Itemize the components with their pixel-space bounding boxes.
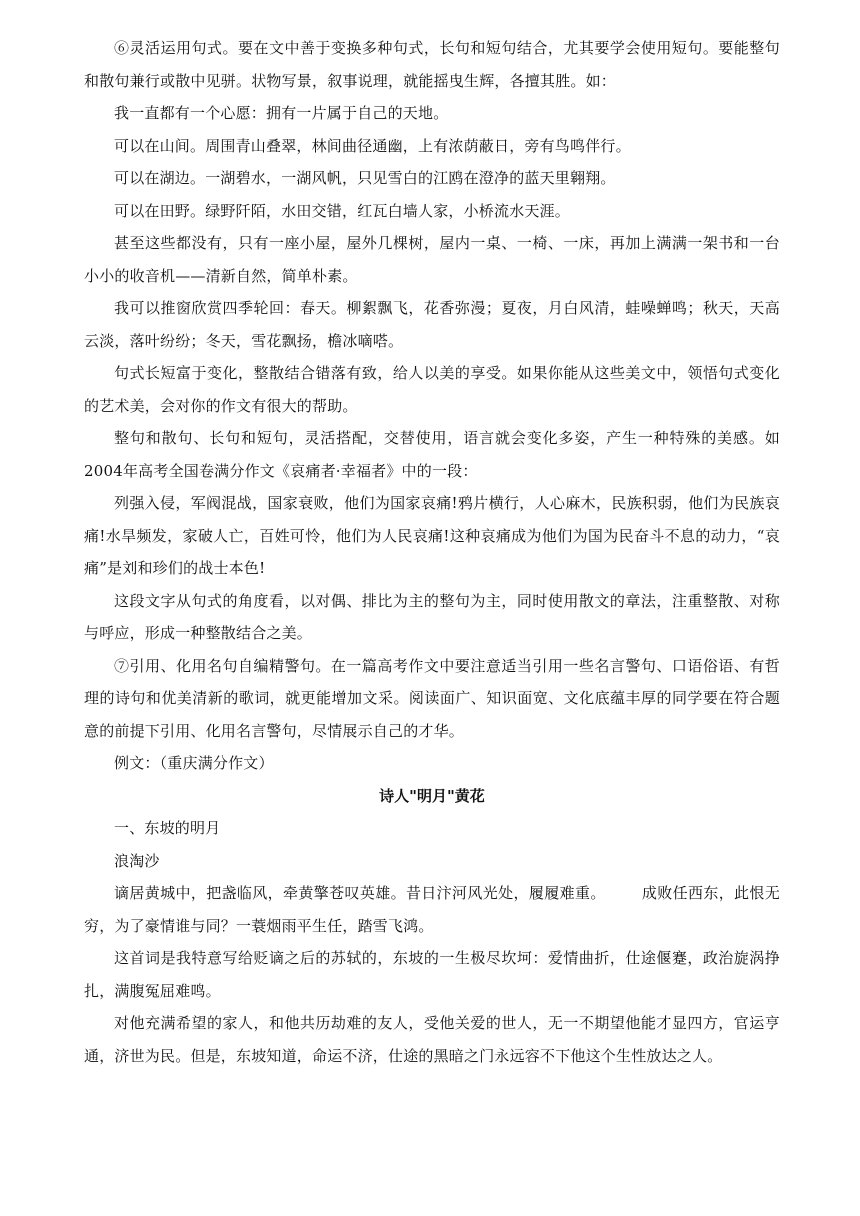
paragraph-mountain: 可以在山间。周围青山叠翠，林间曲径通幽，上有浓荫蔽日，旁有鸟鸣伴行。 <box>114 136 631 155</box>
document-page <box>84 32 780 1072</box>
essay-title: 诗人"明月"黄花 <box>379 786 485 805</box>
paragraph-sentence-variation: ⑥灵活运用句式。要在文中善于变换多种句式，长句和短句结合，尤其要学会使用短句。要能整句和散句兼行或散中见骈。状物写景，叙事说理，就能摇曳生辉，各擅其胜。如： <box>84 39 780 90</box>
poem-second-stanza: 成败任西东，此恨无穷，为了豪情谁与同？一蓑烟雨平生任，踏雪飞鸿。 <box>84 884 780 935</box>
paragraph-field: 可以在田野。绿野阡陌，水田交错，红瓦白墙人家，小桥流水天涯。 <box>114 201 571 220</box>
poem-first-stanza: 谪居黄城中，把盏临风，牵黄擎苍叹英雄。昔日汴河风光处，履履难重。 <box>114 884 606 902</box>
poem-title: 浪淘沙 <box>114 851 160 870</box>
paragraph-su-shi: 这首词是我特意写给贬谪之后的苏轼的，东坡的一生极尽坎坷：爱情曲折，仕途偃蹇，政治旋涡挣扎，满腹冤屈难鸣。 <box>84 949 780 1000</box>
paragraph-wish: 我一直都有一个心愿：拥有一片属于自己的天地。 <box>114 104 449 122</box>
paragraph-seasons: 我可以推窗欣赏四季轮回：春天。柳絮飘飞，花香弥漫；夏夜，月白风清，蛙噪蝉鸣；秋天，天高云淡，落叶纷纷；冬天，雪花飘扬，檐冰嘀嗒。 <box>84 299 780 350</box>
paragraph-fate: 对他充满希望的家人，和他共历劫难的友人，受他关爱的世人，无一不期望他能才显四方，官运亨通，济世为民。但是，东坡知道，命运不济，仕途的黑暗之门永远容不下他这个生性放达之人。 <box>84 1014 780 1065</box>
paragraph-analysis: 这段文字从句式的角度看，以对偶、排比为主的整句为主，同时使用散文的章法，注重整散、对称与呼应，形成一种整散结合之美。 <box>84 591 780 642</box>
poem-text <box>84 877 780 942</box>
paragraph-lake: 可以在湖边。一湖碧水，一湖风帆，只见雪白的江鸥在澄净的蓝天里翱翔。 <box>114 169 616 187</box>
paragraph-parallel-sentences: 整句和散句、长句和短句，灵活搭配，交替使用，语言就会变化多姿，产生一种特殊的美感。如2004年高考全国卷满分作文《哀痛者·幸福者》中的一段： <box>84 429 780 480</box>
paragraph-example-label: 例文：（重庆满分作文） <box>114 754 274 772</box>
paragraph-cottage: 甚至这些都没有，只有一座小屋，屋外几棵树，屋内一桌、一椅、一床，再加上满满一架书和一台小小的收音机——清新自然，简单朴素。 <box>84 234 780 285</box>
paragraph-quotations: ⑦引用、化用名句自编精警句。在一篇高考作文中要注意适当引用一些名言警句、口语俗语、有哲理的诗句和优美清新的歌词，就更能增加文采。阅读面广、知识面宽、文化底蕴丰厚的同学要在符合题意的前提下引用、化用名言警句，尽情展示自己的才华。 <box>84 656 780 740</box>
section-heading-dongpo: 一、东坡的明月 <box>114 819 221 837</box>
paragraph-quote-grief: 列强入侵，军阀混战，国家衰败，他们为国家哀痛!鸦片横行，人心麻木，民族积弱，他们为民族哀痛!水旱频发，家破人亡，百姓可怜，他们为人民哀痛!这种哀痛成为他们为国为民奋斗不息的动力，“哀痛”是刘和珍们的战士本色! <box>84 494 780 577</box>
paragraph-summary: 句式长短富于变化，整散结合错落有致，给人以美的享受。如果你能从这些美文中，领悟句式变化的艺术美，会对你的作文有很大的帮助。 <box>84 364 780 415</box>
